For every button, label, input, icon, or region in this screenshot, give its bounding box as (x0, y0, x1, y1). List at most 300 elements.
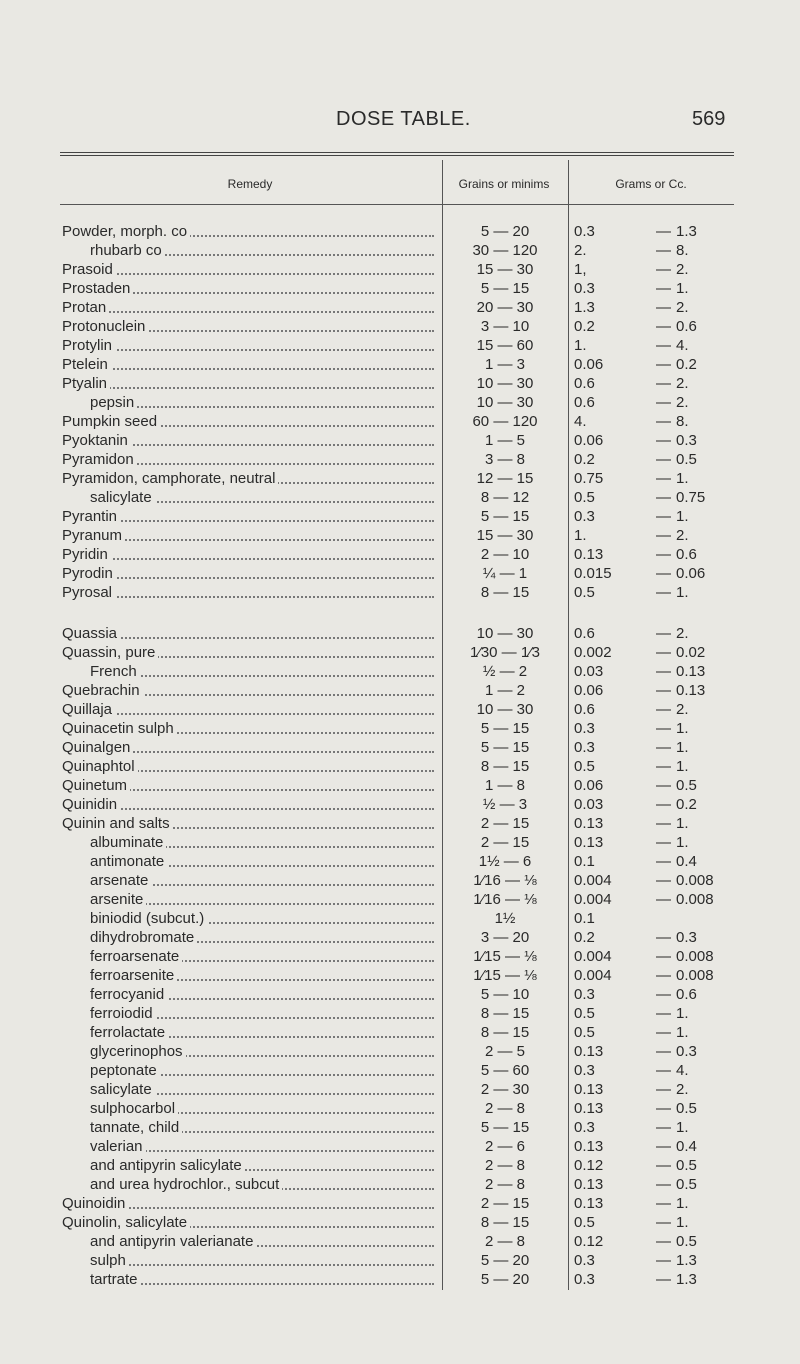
table-row (0, 1214, 800, 1231)
table-row (0, 1157, 800, 1174)
range-dash: — (656, 1081, 671, 1098)
table-row (0, 337, 800, 354)
grams-max: 1. (676, 815, 689, 832)
grams-min: 0.13 (574, 1176, 604, 1193)
remedy-name: glycerinophos (90, 1043, 434, 1060)
grains-value: 15 — 30 (476, 261, 534, 278)
grams-min: 0.3 (574, 1252, 595, 1269)
table-row (0, 375, 800, 392)
remedy-name: and antipyrin salicylate (90, 1157, 434, 1174)
range-dash: — (656, 1271, 671, 1288)
grams-max: 1. (676, 1195, 689, 1212)
range-dash: — (656, 546, 671, 563)
column-header-remedy: Remedy (227, 177, 273, 191)
remedy-name: Quinalgen (62, 739, 434, 756)
grams-min: 0.6 (574, 394, 595, 411)
table-row (0, 815, 800, 832)
grams-max: 1. (676, 758, 689, 775)
grains-value: 1⁄16 — ⅛ (473, 891, 537, 908)
grams-min: 0.3 (574, 508, 595, 525)
grams-max: 0.008 (676, 948, 714, 965)
grains-value: 1⁄15 — ⅛ (473, 948, 537, 965)
grains-value: 1 — 2 (484, 682, 526, 699)
grams-min: 0.6 (574, 375, 595, 392)
table-row (0, 1233, 800, 1250)
table-row (0, 758, 800, 775)
grams-max: 2. (676, 299, 689, 316)
grams-min: 0.13 (574, 1043, 604, 1060)
grains-value: 1 — 3 (484, 356, 526, 373)
remedy-name: valerian (90, 1138, 434, 1155)
remedy-name: Pyramidon, camphorate, neutral (62, 470, 434, 487)
grams-max: 0.5 (676, 1176, 697, 1193)
grains-value: 1 — 8 (484, 777, 526, 794)
grams-min: 0.3 (574, 1119, 595, 1136)
range-dash: — (656, 1043, 671, 1060)
remedy-name: biniodid (subcut.) (90, 910, 434, 927)
table-row (0, 682, 800, 699)
grams-max: 1. (676, 470, 689, 487)
range-dash: — (656, 508, 671, 525)
grains-value: 10 — 30 (476, 625, 534, 642)
table-row (0, 777, 800, 794)
grams-max: 1. (676, 834, 689, 851)
grams-min: 0.13 (574, 1138, 604, 1155)
table-row (0, 299, 800, 316)
range-dash: — (656, 1138, 671, 1155)
grams-min: 0.2 (574, 318, 595, 335)
range-dash: — (656, 261, 671, 278)
grams-min: 0.12 (574, 1233, 604, 1250)
table-row (0, 1195, 800, 1212)
remedy-name: French (90, 663, 434, 680)
range-dash: — (656, 815, 671, 832)
range-dash: — (656, 1157, 671, 1174)
grams-min: 0.5 (574, 584, 595, 601)
table-row (0, 796, 800, 813)
grains-value: 1⁄15 — ⅛ (473, 967, 537, 984)
grains-value: 10 — 30 (476, 701, 534, 718)
grains-value: 12 — 15 (476, 470, 534, 487)
remedy-name: ferrocyanid (90, 986, 434, 1003)
table-row (0, 1138, 800, 1155)
grams-max: 0.13 (676, 663, 706, 680)
remedy-name: Pyridin (62, 546, 434, 563)
table-row (0, 1252, 800, 1269)
table-row (0, 356, 800, 373)
table-row (0, 242, 800, 259)
range-dash: — (656, 720, 671, 737)
grams-min: 0.2 (574, 451, 595, 468)
grams-max: 1. (676, 1214, 689, 1231)
grains-value: 5 — 10 (480, 986, 530, 1003)
grams-max: 2. (676, 261, 689, 278)
remedy-name: Quinidin (62, 796, 434, 813)
grams-min: 0.004 (574, 967, 612, 984)
table-row (0, 986, 800, 1003)
table-row (0, 565, 800, 582)
header-rule (60, 204, 734, 205)
table-row (0, 853, 800, 870)
grams-max: 0.5 (676, 451, 697, 468)
remedy-name: tannate, child (90, 1119, 434, 1136)
grains-value: 5 — 15 (480, 739, 530, 756)
grams-min: 0.06 (574, 682, 604, 699)
range-dash: — (656, 1176, 671, 1193)
grams-max: 8. (676, 242, 689, 259)
grams-min: 0.12 (574, 1157, 604, 1174)
table-row (0, 470, 800, 487)
remedy-name: Pyrosal (62, 584, 434, 601)
grams-max: 0.6 (676, 546, 697, 563)
grams-min: 0.1 (574, 910, 595, 927)
grams-min: 0.002 (574, 644, 612, 661)
grams-max: 1. (676, 508, 689, 525)
grams-max: 1.3 (676, 223, 697, 240)
range-dash: — (656, 1005, 671, 1022)
grams-max: 0.2 (676, 796, 697, 813)
remedy-name: Quinetum (62, 777, 434, 794)
range-dash: — (656, 451, 671, 468)
grams-max: 0.008 (676, 967, 714, 984)
grams-min: 0.03 (574, 663, 604, 680)
grams-min: 0.004 (574, 872, 612, 889)
grams-max: 2. (676, 701, 689, 718)
grams-max: 0.75 (676, 489, 706, 506)
grams-min: 1.3 (574, 299, 595, 316)
grams-min: 0.06 (574, 432, 604, 449)
remedy-name: Quinolin, salicylate (62, 1214, 434, 1231)
remedy-name: Quinin and salts (62, 815, 434, 832)
range-dash: — (656, 1233, 671, 1250)
grams-max: 0.5 (676, 1233, 697, 1250)
range-dash: — (656, 853, 671, 870)
grains-value: 5 — 15 (480, 720, 530, 737)
remedy-name: Pyoktanin (62, 432, 434, 449)
grams-max: 2. (676, 527, 689, 544)
grains-value: 5 — 20 (480, 1252, 530, 1269)
remedy-name: Quassin, pure (62, 644, 434, 661)
remedy-name: Protonuclein (62, 318, 434, 335)
table-row (0, 891, 800, 908)
range-dash: — (656, 432, 671, 449)
remedy-name: salicylate (90, 489, 434, 506)
grains-value: 15 — 60 (476, 337, 534, 354)
range-dash: — (656, 337, 671, 354)
remedy-name: Powder, morph. co (62, 223, 434, 240)
remedy-name: ferroarsenate (90, 948, 434, 965)
grains-value: 20 — 30 (476, 299, 534, 316)
grams-min: 0.5 (574, 1024, 595, 1041)
grams-max: 0.008 (676, 891, 714, 908)
grams-min: 0.13 (574, 815, 604, 832)
grams-min: 0.1 (574, 853, 595, 870)
remedy-name: rhubarb co (90, 242, 434, 259)
grams-max: 2. (676, 375, 689, 392)
table-row (0, 720, 800, 737)
table-row (0, 910, 800, 927)
table-row (0, 1176, 800, 1193)
grains-value: 8 — 15 (480, 758, 530, 775)
grams-max: 0.06 (676, 565, 706, 582)
grains-value: 3 — 8 (484, 451, 526, 468)
grains-value: 8 — 15 (480, 1005, 530, 1022)
table-row (0, 929, 800, 946)
range-dash: — (656, 891, 671, 908)
remedy-name: Protan (62, 299, 434, 316)
grams-max: 8. (676, 413, 689, 430)
grains-value: 5 — 20 (480, 223, 530, 240)
grams-max: 0.4 (676, 1138, 697, 1155)
column-header-grains: Grains or minims (458, 177, 550, 191)
grams-max: 0.6 (676, 318, 697, 335)
grains-value: 2 — 10 (480, 546, 530, 563)
remedy-name: dihydrobromate (90, 929, 434, 946)
grams-max: 0.008 (676, 872, 714, 889)
range-dash: — (656, 470, 671, 487)
remedy-name: Quebrachin (62, 682, 434, 699)
range-dash: — (656, 1100, 671, 1117)
range-dash: — (656, 356, 671, 373)
table-row (0, 701, 800, 718)
grains-value: 5 — 20 (480, 1271, 530, 1288)
grams-max: 0.13 (676, 682, 706, 699)
page-number: 569 (692, 108, 726, 130)
range-dash: — (656, 1195, 671, 1212)
table-row (0, 872, 800, 889)
range-dash: — (656, 625, 671, 642)
range-dash: — (656, 584, 671, 601)
table-row (0, 1081, 800, 1098)
grams-min: 0.5 (574, 758, 595, 775)
range-dash: — (656, 299, 671, 316)
range-dash: — (656, 318, 671, 335)
remedy-name: Ptyalin (62, 375, 434, 392)
grams-min: 0.2 (574, 929, 595, 946)
grains-value: 5 — 15 (480, 1119, 530, 1136)
table-row (0, 508, 800, 525)
range-dash: — (656, 967, 671, 984)
remedy-name: Prasoid (62, 261, 434, 278)
remedy-name: Quinaphtol (62, 758, 434, 775)
remedy-name: Protylin (62, 337, 434, 354)
grains-value: 2 — 8 (484, 1176, 526, 1193)
remedy-name: sulphocarbol (90, 1100, 434, 1117)
remedy-name: ferroarsenite (90, 967, 434, 984)
grams-max: 0.5 (676, 1100, 697, 1117)
grams-max: 1. (676, 739, 689, 756)
table-row (0, 739, 800, 756)
grams-max: 1.3 (676, 1252, 697, 1269)
grams-max: 2. (676, 625, 689, 642)
grains-value: ½ — 2 (482, 663, 528, 680)
range-dash: — (656, 394, 671, 411)
table-row (0, 546, 800, 563)
grams-min: 0.5 (574, 1214, 595, 1231)
range-dash: — (656, 986, 671, 1003)
table-row (0, 1271, 800, 1288)
grams-min: 0.06 (574, 356, 604, 373)
running-head-title: DOSE TABLE. (336, 108, 471, 130)
range-dash: — (656, 1119, 671, 1136)
table-row (0, 280, 800, 297)
table-row (0, 413, 800, 430)
grams-min: 0.5 (574, 489, 595, 506)
grams-min: 0.5 (574, 1005, 595, 1022)
remedy-name: salicylate (90, 1081, 434, 1098)
grams-max: 4. (676, 337, 689, 354)
range-dash: — (656, 527, 671, 544)
table-row (0, 644, 800, 661)
remedy-name: Quinacetin sulph (62, 720, 434, 737)
remedy-name: sulph (90, 1252, 434, 1269)
grams-min: 0.3 (574, 986, 595, 1003)
remedy-name: Pyranum (62, 527, 434, 544)
grains-value: 15 — 30 (476, 527, 534, 544)
grains-value: 2 — 15 (480, 834, 530, 851)
grains-value: 1⁄30 — 1⁄3 (469, 644, 541, 661)
grams-min: 0.75 (574, 470, 604, 487)
remedy-name: Pumpkin seed (62, 413, 434, 430)
top-rule (60, 152, 734, 156)
range-dash: — (656, 663, 671, 680)
remedy-name: peptonate (90, 1062, 434, 1079)
grains-value: 1⁄16 — ⅛ (473, 872, 537, 889)
range-dash: — (656, 1214, 671, 1231)
column-header-grams: Grams or Cc. (615, 177, 687, 191)
remedy-name: Pyrodin (62, 565, 434, 582)
grams-max: 1.3 (676, 1271, 697, 1288)
grams-min: 1, (574, 261, 587, 278)
grams-min: 0.3 (574, 739, 595, 756)
grams-max: 1. (676, 1119, 689, 1136)
range-dash: — (656, 242, 671, 259)
table-row (0, 1043, 800, 1060)
grams-max: 1. (676, 584, 689, 601)
table-row (0, 394, 800, 411)
range-dash: — (656, 872, 671, 889)
range-dash: — (656, 565, 671, 582)
remedy-name: and urea hydrochlor., subcut (90, 1176, 434, 1193)
grains-value: 5 — 15 (480, 280, 530, 297)
range-dash: — (656, 834, 671, 851)
grams-min: 0.3 (574, 720, 595, 737)
remedy-name: ferrolactate (90, 1024, 434, 1041)
grams-max: 4. (676, 1062, 689, 1079)
table-row (0, 432, 800, 449)
grams-max: 0.3 (676, 929, 697, 946)
table-row (0, 1119, 800, 1136)
grams-min: 1. (574, 527, 587, 544)
grams-max: 2. (676, 394, 689, 411)
grams-max: 0.5 (676, 777, 697, 794)
grams-max: 0.02 (676, 644, 706, 661)
table-row (0, 663, 800, 680)
grams-min: 2. (574, 242, 587, 259)
range-dash: — (656, 223, 671, 240)
grains-value: 1½ — 6 (478, 853, 532, 870)
grams-min: 0.6 (574, 701, 595, 718)
range-dash: — (656, 701, 671, 718)
grams-min: 4. (574, 413, 587, 430)
grams-min: 0.004 (574, 948, 612, 965)
table-row (0, 948, 800, 965)
table-row (0, 223, 800, 240)
range-dash: — (656, 739, 671, 756)
table-row (0, 1062, 800, 1079)
grains-value: 8 — 15 (480, 1214, 530, 1231)
remedy-name: Ptelein (62, 356, 434, 373)
table-row (0, 625, 800, 642)
grains-value: 2 — 15 (480, 815, 530, 832)
grams-min: 0.3 (574, 223, 595, 240)
range-dash: — (656, 489, 671, 506)
table-row (0, 1005, 800, 1022)
remedy-name: ferroiodid (90, 1005, 434, 1022)
grams-min: 0.06 (574, 777, 604, 794)
grains-value: 2 — 8 (484, 1100, 526, 1117)
grams-min: 0.3 (574, 1271, 595, 1288)
grams-max: 0.6 (676, 986, 697, 1003)
table-row (0, 1024, 800, 1041)
grains-value: 2 — 30 (480, 1081, 530, 1098)
table-row (0, 261, 800, 278)
remedy-name: albuminate (90, 834, 434, 851)
grains-value: 30 — 120 (472, 242, 538, 259)
table-row (0, 1100, 800, 1117)
range-dash: — (656, 1252, 671, 1269)
grams-min: 1. (574, 337, 587, 354)
table-row (0, 967, 800, 984)
remedy-name: Pyrantin (62, 508, 434, 525)
grams-max: 1. (676, 280, 689, 297)
grams-min: 0.13 (574, 1195, 604, 1212)
table-row (0, 489, 800, 506)
range-dash: — (656, 1062, 671, 1079)
grams-min: 0.3 (574, 280, 595, 297)
grains-value: 5 — 15 (480, 508, 530, 525)
grains-value: 3 — 10 (480, 318, 530, 335)
grams-min: 0.13 (574, 834, 604, 851)
grams-min: 0.3 (574, 1062, 595, 1079)
remedy-name: tartrate (90, 1271, 434, 1288)
grains-value: 2 — 8 (484, 1233, 526, 1250)
range-dash: — (656, 1024, 671, 1041)
grams-min: 0.13 (574, 546, 604, 563)
grams-max: 0.3 (676, 432, 697, 449)
remedy-name: Quillaja (62, 701, 434, 718)
remedy-name: Quinoidin (62, 1195, 434, 1212)
remedy-name: arsenite (90, 891, 434, 908)
range-dash: — (656, 758, 671, 775)
grams-max: 0.4 (676, 853, 697, 870)
grains-value: 10 — 30 (476, 375, 534, 392)
range-dash: — (656, 777, 671, 794)
grams-min: 0.13 (574, 1081, 604, 1098)
grains-value: 2 — 5 (484, 1043, 526, 1060)
range-dash: — (656, 375, 671, 392)
grams-max: 0.3 (676, 1043, 697, 1060)
grams-max: 2. (676, 1081, 689, 1098)
grams-min: 0.015 (574, 565, 612, 582)
grams-max: 1. (676, 720, 689, 737)
grams-max: 0.5 (676, 1157, 697, 1174)
grains-value: 8 — 12 (480, 489, 530, 506)
table-row (0, 834, 800, 851)
grains-value: 10 — 30 (476, 394, 534, 411)
remedy-name: Pyramidon (62, 451, 434, 468)
remedy-name: arsenate (90, 872, 434, 889)
